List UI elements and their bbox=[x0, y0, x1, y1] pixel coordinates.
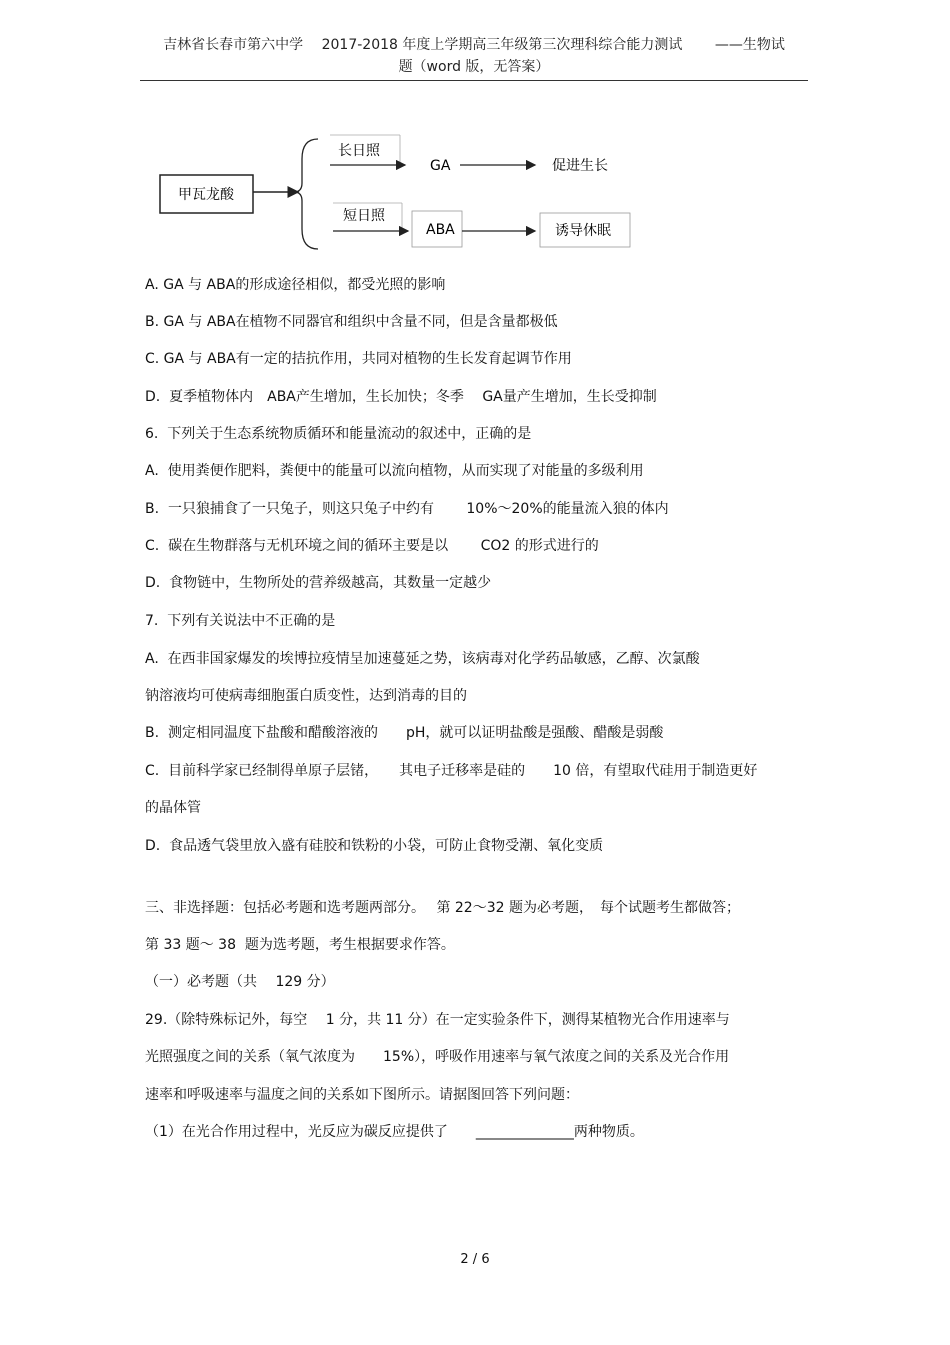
option-a-line: A. GA 与 ABA的形成途径相似，都受光照的影响 bbox=[145, 277, 446, 293]
question-29-cont-2: 速率和呼吸速率与温度之间的关系如下图所示。请据图回答下列问题： bbox=[145, 1087, 579, 1103]
question-29: 29.（除特殊标记外，每空 1 分，共 11 分）在一定实验条件下，测得某植物光合作用速率与 bbox=[145, 1012, 730, 1028]
ga-label: GA bbox=[430, 158, 451, 174]
option-d-line: D. 夏季植物体内 ABA产生增加，生长加快；冬季 GA量产生增加，生长受抑制 bbox=[145, 389, 657, 405]
hormone-pathway-diagram bbox=[150, 125, 650, 260]
q6-option-d: D. 食物链中，生物所处的营养级越高，其数量一定越少 bbox=[145, 575, 492, 591]
q7-option-a-cont: 钠溶液均可使病毒细胞蛋白质变性，达到消毒的目的 bbox=[145, 688, 467, 704]
q6-option-a: A. 使用粪便作肥料，粪便中的能量可以流向植物，从而实现了对能量的多级利用 bbox=[145, 463, 644, 479]
q7-option-a: A. 在西非国家爆发的埃博拉疫情呈加速蔓延之势，该病毒对化学药品敏感，乙醇、次氯酸 bbox=[145, 651, 700, 667]
promote-label: 促进生长 bbox=[552, 158, 608, 174]
question-29-part-1: （1）在光合作用过程中，光反应为碳反应提供了 ______________两种物质。 bbox=[145, 1124, 644, 1140]
q7-option-c: C. 目前科学家已经制得单原子层锗， 其电子迁移率是硅的 10 倍，有望取代硅用于制造更好 bbox=[145, 763, 758, 779]
question-6: 6. 下列关于生态系统物质循环和能量流动的叙述中，正确的是 bbox=[145, 426, 532, 442]
brace bbox=[294, 139, 318, 249]
short-day-label: 短日照 bbox=[343, 208, 385, 224]
dormancy-label: 诱导休眠 bbox=[555, 223, 611, 239]
required-questions-heading: （一）必考题（共 129 分） bbox=[145, 974, 335, 990]
section-three-heading: 三、非选择题：包括必考题和选考题两部分。 第 22～32 题为必考题， 每个试题考生都做答； bbox=[145, 900, 740, 916]
long-day-label: 长日照 bbox=[338, 143, 380, 159]
q7-option-d: D. 食品透气袋里放入盛有硅胶和铁粉的小袋，可防止食物受潮、氧化变质 bbox=[145, 838, 604, 854]
q7-option-c-cont: 的晶体管 bbox=[145, 800, 201, 816]
option-c-line: C. GA 与 ABA有一定的拮抗作用，共同对植物的生长发育起调节作用 bbox=[145, 351, 572, 367]
page-header bbox=[140, 34, 808, 78]
source-label: 甲瓦龙酸 bbox=[178, 187, 234, 203]
aba-label: ABA bbox=[426, 222, 455, 238]
q7-option-b: B. 测定相同温度下盐酸和醋酸溶液的 pH，就可以证明盐酸是强酸、醋酸是弱酸 bbox=[145, 725, 664, 741]
question-7: 7. 下列有关说法中不正确的是 bbox=[145, 613, 336, 629]
header-line-2: 题（word 版，无答案） bbox=[398, 59, 550, 75]
section-three-cont: 第 33 题～ 38 题为选考题，考生根据要求作答。 bbox=[145, 937, 455, 953]
page-number: 2 / 6 bbox=[460, 1252, 490, 1267]
header-line-1: 吉林省长春市第六中学 2017-2018 年度上学期高三年级第三次理科综合能力测试 ——生物试 bbox=[163, 37, 785, 53]
question-29-cont-1: 光照强度之间的关系（氧气浓度为 15%），呼吸作用速率与氧气浓度之间的关系及光合作用 bbox=[145, 1049, 730, 1065]
q6-option-c: C. 碳在生物群落与无机环境之间的循环主要是以 CO2 的形式进行的 bbox=[145, 538, 599, 554]
option-b-line: B. GA 与 ABA在植物不同器官和组织中含量不同，但是含量都极低 bbox=[145, 314, 558, 330]
header-divider bbox=[140, 80, 808, 81]
q6-option-b: B. 一只狼捕食了一只兔子，则这只兔子中约有 10%～20%的能量流入狼的体内 bbox=[145, 501, 669, 517]
